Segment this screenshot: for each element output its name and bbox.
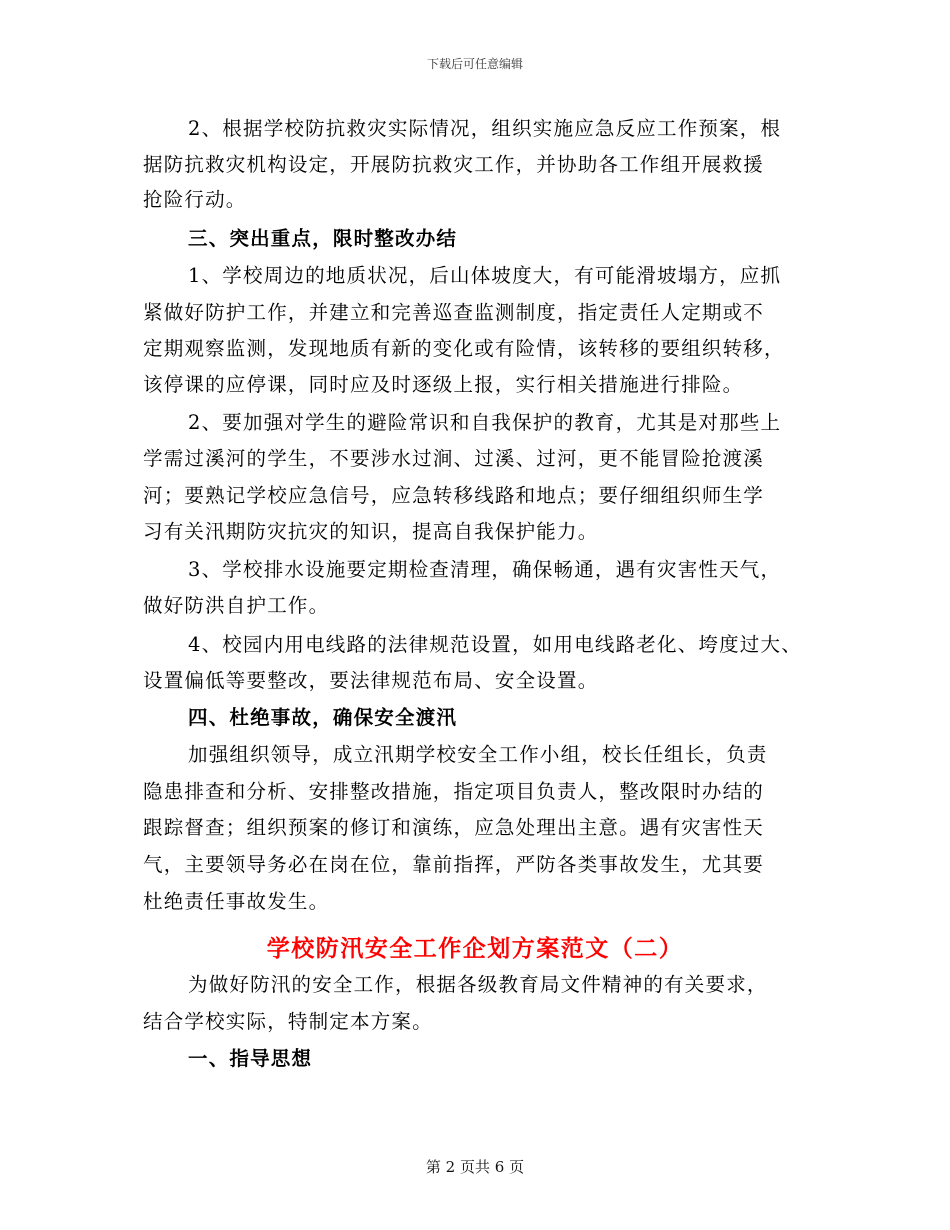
paragraph-line: 气，主要领导务必在岗在位，靠前指挥，严防各类事故发生，尤其要 (143, 853, 765, 876)
paragraph-line: 习有关汛期防灾抗灾的知识，提高自我保护能力。 (143, 520, 599, 543)
paragraph-line: 为做好防汛的安全工作，根据各级教育局文件精神的有关要求， (188, 973, 768, 996)
paragraph-line: 定期观察监测，发现地质有新的变化或有险情，该转移的要组织转移， (143, 337, 785, 360)
section-heading: 一、指导思想 (188, 1047, 313, 1070)
paragraph-line: 跟踪督查；组织预案的修订和演练，应急处理出主意。遇有灾害性天 (143, 816, 765, 839)
section-heading: 三、突出重点，限时整改办结 (188, 227, 458, 250)
paragraph-line: 学需过溪河的学生，不要涉水过涧、过溪、过河，更不能冒险抢渡溪 (143, 447, 765, 470)
paragraph-line: 4、校园内用电线路的法律规范设置，如用电线路老化、垮度过大、 (188, 633, 802, 656)
paragraph-line: 做好防洪自护工作。 (143, 594, 330, 617)
paragraph-line: 据防抗救灾机构设定，开展防抗救灾工作，并协助各工作组开展救援 (143, 153, 765, 176)
paragraph-line: 设置偏低等要整改，要法律规范布局、安全设置。 (143, 669, 599, 692)
document-title: 学校防汛安全工作企划方案范文（二） (266, 935, 684, 962)
paragraph-line: 结合学校实际，特制定本方案。 (143, 1010, 433, 1033)
paragraph-line: 杜绝责任事故发生。 (143, 890, 330, 913)
section-heading: 四、杜绝事故，确保安全渡汛 (188, 706, 458, 729)
paragraph-line: 河；要熟记学校应急信号，应急转移线路和地点；要仔细组织师生学 (143, 484, 765, 507)
page-header-note: 下载后可任意编辑 (426, 57, 523, 71)
paragraph-line: 2、根据学校防抗救灾实际情况，组织实施应急反应工作预案，根 (188, 117, 782, 140)
paragraph-line: 该停课的应停课，同时应及时逐级上报，实行相关措施进行排险。 (143, 373, 744, 396)
paragraph-line: 2、要加强对学生的避险常识和自我保护的教育，尤其是对那些上 (188, 411, 782, 434)
paragraph-line: 3、学校排水设施要定期检查清理，确保畅通，遇有灾害性天气， (188, 558, 782, 581)
paragraph-line: 隐患排查和分析、安排整改措施，指定项目负责人，整改限时办结的 (143, 780, 765, 803)
paragraph-line: 紧做好防护工作，并建立和完善巡查监测制度，指定责任人定期或不 (143, 301, 765, 324)
paragraph-line: 1、学校周边的地质状况，后山体坡度大，有可能滑坡塌方，应抓 (188, 264, 782, 287)
page-footer: 第 2 页共 6 页 (425, 1158, 525, 1176)
paragraph-line: 加强组织领导，成立汛期学校安全工作小组，校长任组长，负责 (188, 743, 768, 766)
paragraph-line: 抢险行动。 (143, 188, 247, 211)
